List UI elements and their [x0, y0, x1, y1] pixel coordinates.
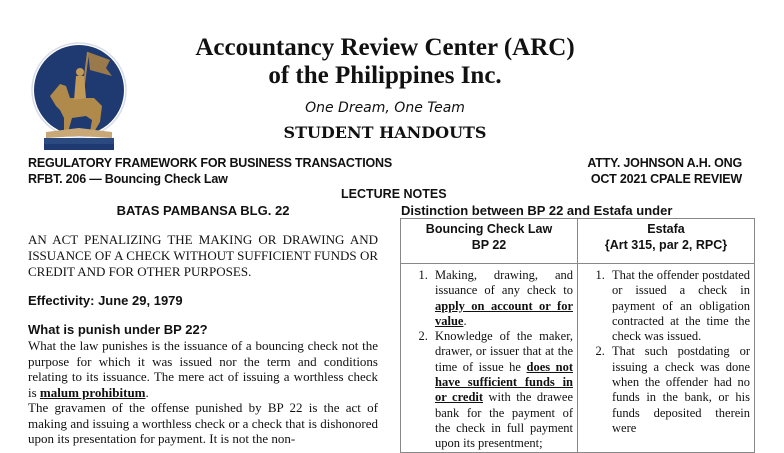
- list-item-text: Making, drawing, and issuance of any check to: [435, 268, 573, 298]
- distinction-title: Distinction between BP 22 and Estafa under: [401, 203, 673, 218]
- estafa-column-header: [578, 219, 755, 264]
- bp22-elements-list: [405, 268, 573, 452]
- act-title: AN ACT PENALIZING THE MAKING OR DRAWING AND ISSUANCE OF A CHECK WITHOUT SUFFICIENT FUNDS OR CREDIT AND FOR OTHER PURPOSES.: [28, 232, 378, 279]
- arc-logo: [30, 40, 130, 152]
- list-item: 2. That such postdating or issuing a check was done when the offender had no funds in the bank, or his funds deposited therein were: [608, 344, 750, 436]
- comparison-table: [400, 218, 755, 453]
- section-label: LECTURE NOTES: [341, 187, 447, 201]
- list-item-underlined: apply on account or for value: [435, 298, 573, 328]
- malum-prohibitum-term: malum prohibitum: [39, 384, 146, 400]
- bp22-elements-cell: [401, 264, 578, 453]
- lecturer-name: ATTY. JOHNSON A.H. ONG: [587, 156, 742, 170]
- estafa-header-line1: Estafa: [647, 222, 685, 236]
- org-name-line1: Accountancy Review Center (ARC): [195, 34, 575, 61]
- law-title: BATAS PAMBANSA BLG. 22: [116, 203, 290, 218]
- table-row: [401, 264, 755, 453]
- list-item: [431, 268, 573, 329]
- doc-type-title: STUDENT HANDOUTS: [283, 123, 487, 142]
- left-column: [28, 203, 378, 447]
- list-item-underlined: does not have sufficient funds in or credit: [435, 359, 573, 405]
- course-title: RFBT. 206 — Bouncing Check Law: [28, 172, 228, 186]
- bp22-header-line2: BP 22: [471, 238, 507, 252]
- list-item: 1. That the offender postdated or issued a check in payment of an obligation contracted at the time the check was issued.: [608, 268, 750, 344]
- estafa-elements-list: [582, 268, 750, 436]
- paragraph-2: The gravamen of the offense punished by BP 22 is the act of making and issuing a worthless check or a check that is dishonored upon its presentation for payment. It is not the non-: [28, 400, 378, 446]
- effectivity-date: Effectivity: June 29, 1979: [28, 293, 183, 308]
- estafa-header-line2: {Art 315, par 2, RPC}: [604, 238, 728, 252]
- estafa-elements-cell: [578, 264, 755, 453]
- list-item: [431, 329, 573, 451]
- bp22-header-line1: Bouncing Check Law: [425, 222, 553, 236]
- list-item-text: Knowledge of the maker, drawer, or issuer that at the time of issue he: [435, 329, 573, 374]
- motto: One Dream, One Team: [305, 100, 465, 116]
- arc-logo-icon: [30, 40, 130, 152]
- paragraph-1-text: What the law punishes is the issuance of a bouncing check not the purpose for which it was issued nor the term and conditions relating to its issuance. The mere act of issuing a worthless check is: [28, 338, 378, 400]
- bp22-column-header: [401, 219, 578, 264]
- review-period: OCT 2021 CPALE REVIEW: [590, 172, 742, 186]
- list-item-end: with the drawee bank for the payment of the check in full payment upon its presentment;: [435, 390, 574, 451]
- question-heading: What is punish under BP 22?: [28, 322, 208, 337]
- table-header-row: [401, 219, 755, 264]
- paragraph-1: [28, 338, 378, 400]
- list-item-end: .: [463, 313, 467, 328]
- paragraph-1-end: .: [145, 384, 149, 400]
- org-name-line2: of the Philippines Inc.: [268, 62, 502, 89]
- subject-title: REGULATORY FRAMEWORK FOR BUSINESS TRANSACTIONS: [28, 156, 392, 170]
